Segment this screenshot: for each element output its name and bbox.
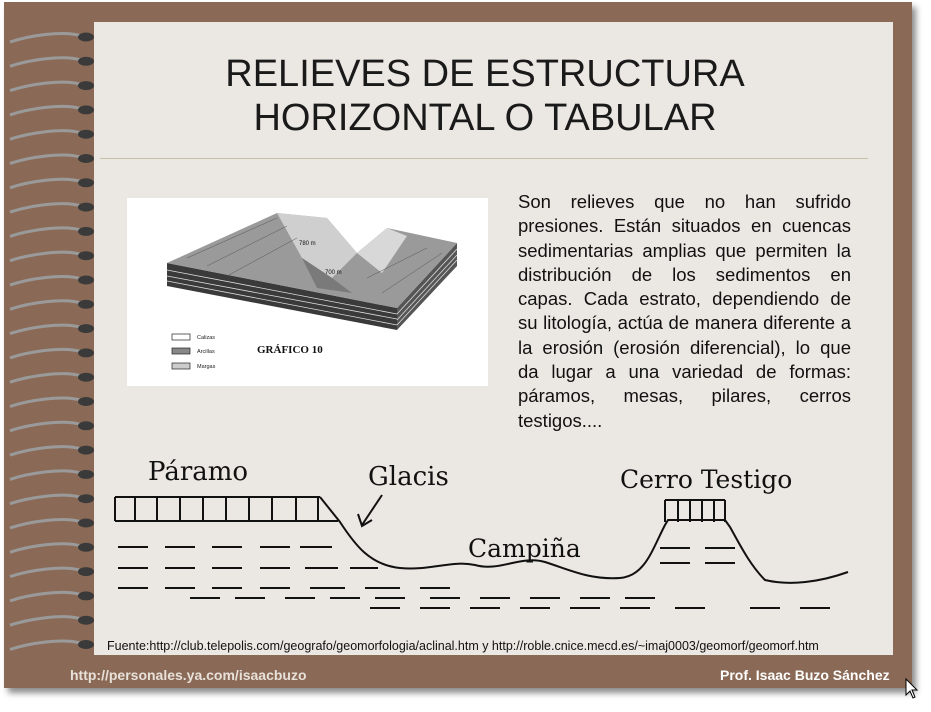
label-campina: Campiña <box>468 534 581 563</box>
footer-author: Prof. Isaac Buzo Sánchez <box>720 667 890 683</box>
mouse-cursor-icon <box>905 678 919 700</box>
block-diagram-figure <box>127 198 488 386</box>
legend-calizas: Calizas <box>197 335 216 341</box>
label-cerro-testigo: Cerro Testigo <box>620 465 793 494</box>
figure-caption: GRÁFICO 10 <box>257 344 323 356</box>
source-citation: Fuente:http://club.telepolis.com/geografo/geomorfologia/aclinal.htm y http://roble.cnice.mecd.es/~imaj0003/geomorf/geomorf.htm <box>107 639 819 653</box>
description-text: Son relieves que no han sufrido presiones. Están situados en cuencas sedimentarias amplias que permiten la distribución de los sedimentos en capas. Cada estrato, dependiendo de su litología, actúa de manera diferente a la erosión (erosión diferencial), lo que da lugar a una variedad de formas: páramos, mesas, pilares, cerros testigos.... <box>518 191 851 431</box>
relief-profile-diagram <box>100 440 880 630</box>
label-paramo: Páramo <box>148 457 249 487</box>
altitude-label-700: 700 m <box>325 270 342 276</box>
legend-arcillas: Arcillas <box>197 349 215 355</box>
label-glacis: Glacis <box>368 462 449 492</box>
altitude-label-780: 780 m <box>299 241 316 247</box>
title-line-2: HORIZONTAL O TABULAR <box>253 97 717 139</box>
title-divider <box>100 158 868 159</box>
spiral-binding-icon <box>8 28 98 658</box>
footer-url-link[interactable]: http://personales.ya.com/isaacbuzo <box>70 667 307 683</box>
legend-margas: Margas <box>197 364 216 370</box>
slide-title <box>100 52 870 140</box>
title-line-1: RELIEVES DE ESTRUCTURA <box>225 53 745 95</box>
